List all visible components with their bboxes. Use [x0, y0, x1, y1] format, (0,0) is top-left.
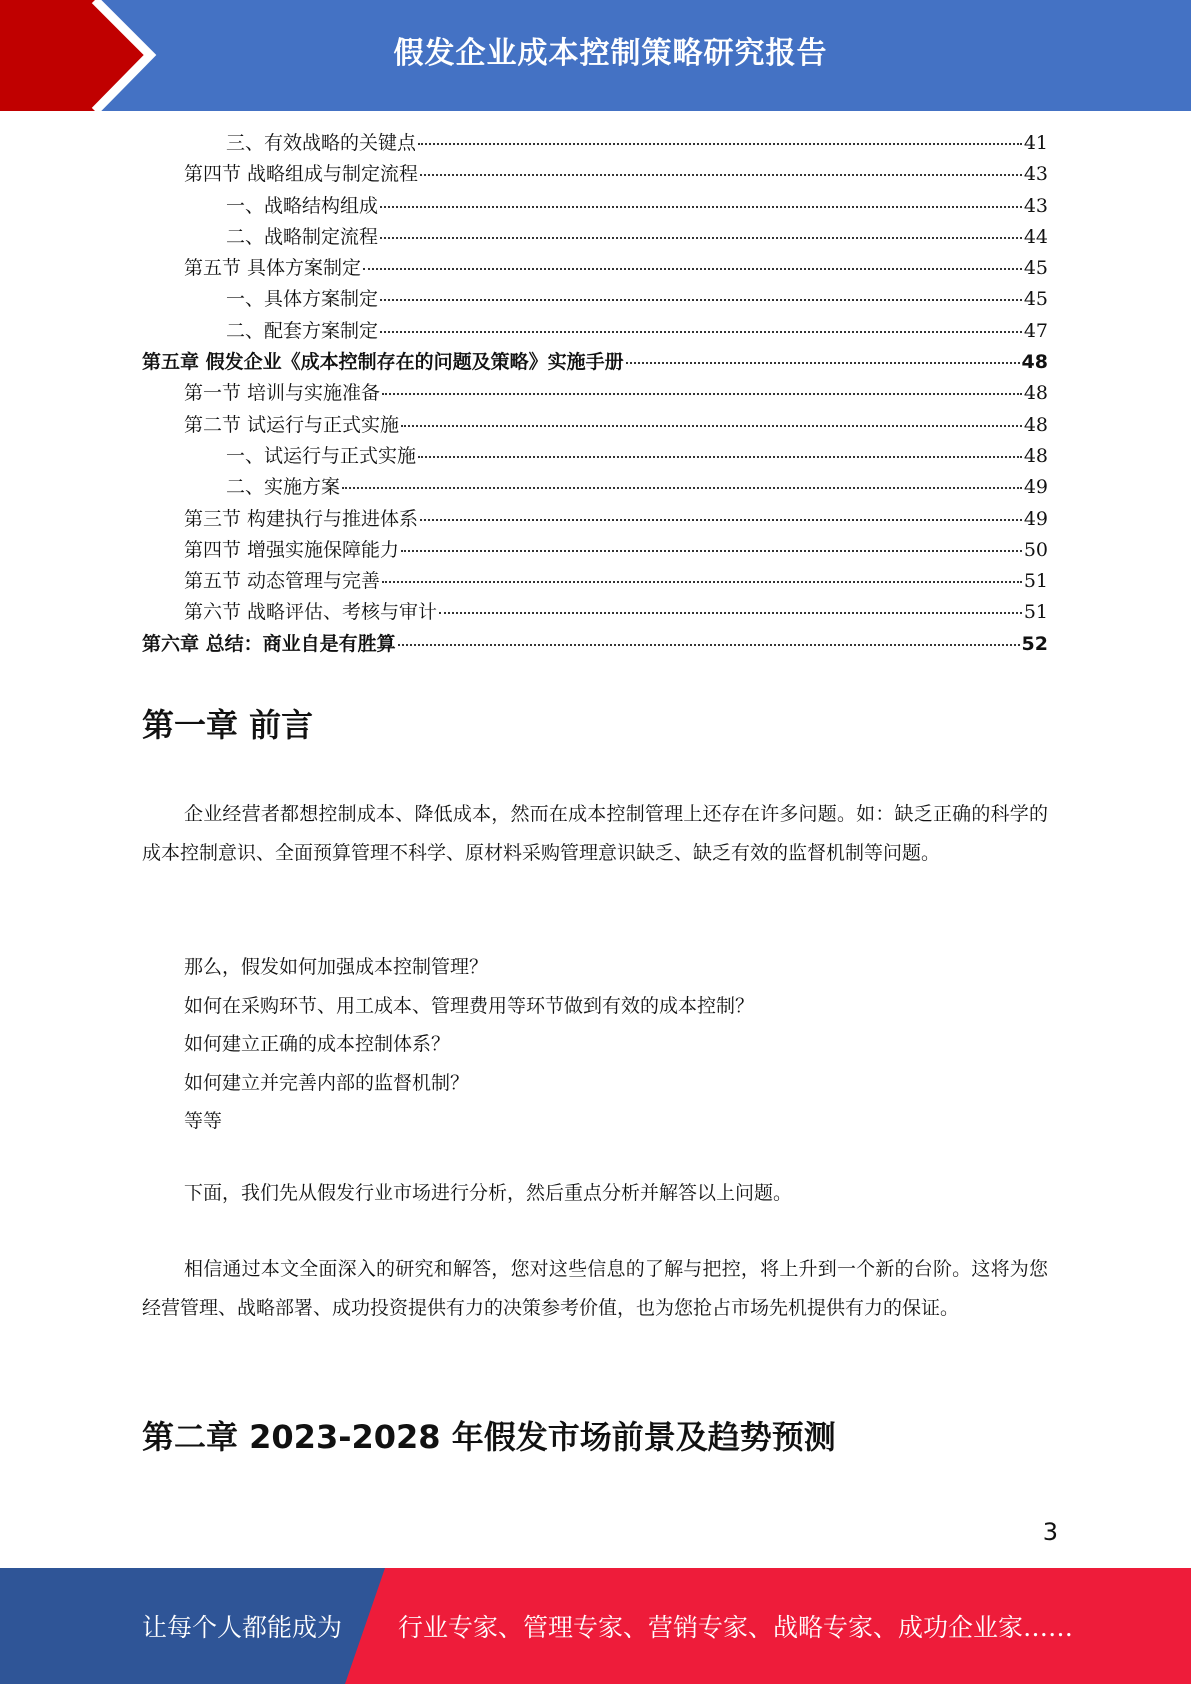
toc-dot-leader: [401, 550, 1022, 552]
toc-entry-page: 43: [1023, 194, 1048, 217]
toc-entry[interactable]: [142, 159, 1048, 190]
toc-dot-leader: [380, 237, 1022, 239]
page-footer: [0, 1568, 1191, 1684]
toc-entry-title: 第三节 构建执行与推进体系: [184, 507, 419, 530]
toc-dot-leader: [382, 393, 1022, 395]
toc-entry-title: 一、试运行与正式实施: [226, 444, 417, 467]
chapter-1-paragraph-2: 下面，我们先从假发行业市场进行分析，然后重点分析并解答以上问题。: [184, 1182, 793, 1204]
toc-entry-title: 第六节 战略评估、考核与审计: [184, 601, 438, 624]
toc-dot-leader: [342, 487, 1022, 489]
toc-dot-leader: [382, 581, 1022, 583]
toc-entry-page: 43: [1023, 163, 1048, 186]
toc-entry[interactable]: [142, 504, 1048, 535]
toc-dot-leader: [401, 425, 1022, 427]
toc-entry-title: 第一节 培训与实施准备: [184, 382, 381, 405]
toc-entry-title: 一、战略结构组成: [226, 194, 379, 217]
footer-slogan-left: 让每个人都能成为: [142, 1613, 343, 1642]
chapter-1-paragraph-3: 相信通过本文全面深入的研究和解答，您对这些信息的了解与把控，将上升到一个新的台阶。这将为您经营管理、战略部署、成功投资提供有力的决策参考价值，也为您抢占市场先机提供有力的保证。: [142, 1258, 1048, 1319]
page-header: [0, 0, 1191, 111]
toc-dot-leader: [380, 299, 1022, 301]
question-item: 那么，假发如何加强成本控制管理？: [184, 956, 489, 978]
chapter-2-heading: 第二章 2023-2028 年假发市场前景及趋势预测: [142, 1418, 836, 1456]
toc-dot-leader: [380, 331, 1022, 333]
toc-entry[interactable]: [142, 535, 1048, 566]
question-item: 如何在采购环节、用工成本、管理费用等环节做到有效的成本控制？: [184, 994, 755, 1017]
toc-dot-leader: [439, 612, 1022, 614]
toc-entry-page: 52: [1021, 632, 1048, 655]
toc-entry-page: 48: [1021, 351, 1048, 374]
toc-entry-page: 44: [1023, 225, 1048, 248]
toc-entry-title: 第五节 具体方案制定: [184, 257, 362, 280]
toc-entry[interactable]: [142, 128, 1048, 159]
toc-dot-leader: [418, 143, 1022, 145]
toc-entry-title: 第五节 动态管理与完善: [184, 570, 381, 593]
toc-entry-page: 51: [1023, 570, 1048, 593]
toc-entry-title: 第五章 假发企业《成本控制存在的问题及策略》实施手册: [142, 351, 624, 374]
chapter-1-heading: 第一章 前言: [142, 706, 314, 744]
toc-entry-title: 第四节 战略组成与制定流程: [184, 163, 419, 186]
toc-entry-page: 45: [1023, 257, 1048, 280]
toc-entry-title: 二、战略制定流程: [226, 225, 379, 248]
toc-dot-leader: [380, 206, 1022, 208]
toc-entry[interactable]: [142, 284, 1048, 315]
footer-slogan-right: 行业专家、管理专家、营销专家、战略专家、成功企业家……: [398, 1613, 1074, 1642]
toc-entry-page: 49: [1023, 476, 1048, 499]
toc-dot-leader: [420, 174, 1022, 176]
toc-entry[interactable]: [142, 191, 1048, 222]
toc-entry[interactable]: [142, 316, 1048, 347]
toc-entry-page: 50: [1023, 538, 1048, 561]
question-item: 如何建立并完善内部的监督机制？: [184, 1071, 470, 1094]
toc-entry[interactable]: [142, 597, 1048, 628]
toc-entry-page: 45: [1023, 288, 1048, 311]
toc-entry[interactable]: [142, 441, 1048, 472]
toc-entry-page: 48: [1023, 413, 1048, 436]
toc-entry-title: 一、具体方案制定: [226, 288, 379, 311]
toc-entry-title: 三、有效战略的关键点: [226, 132, 417, 154]
report-title: 假发企业成本控制策略研究报告: [393, 36, 828, 71]
toc-entry-title: 二、配套方案制定: [226, 319, 379, 342]
toc-dot-leader: [420, 519, 1022, 521]
toc-entry[interactable]: [142, 566, 1048, 597]
toc-entry[interactable]: [142, 629, 1048, 660]
toc-entry-page: 49: [1023, 507, 1048, 530]
toc-entry[interactable]: [142, 253, 1048, 284]
question-item: 如何建立正确的成本控制体系？: [184, 1033, 451, 1055]
toc-entry-page: 51: [1023, 601, 1048, 624]
question-list: [184, 948, 754, 1141]
toc-entry[interactable]: [142, 378, 1048, 409]
toc-entry-page: 48: [1023, 382, 1048, 405]
toc-entry-page: 47: [1023, 319, 1048, 342]
chapter-1-intro-paragraph: 企业经营者都想控制成本、降低成本，然而在成本控制管理上还存在许多问题。如：缺乏正确的科学的成本控制意识、全面预算管理不科学、原材料采购管理意识缺乏、缺乏有效的监督机制等问题。: [142, 803, 1048, 864]
toc-entry-page: 41: [1023, 132, 1048, 154]
toc-entry[interactable]: [142, 347, 1048, 378]
toc-dot-leader: [363, 268, 1022, 270]
toc-entry[interactable]: [142, 472, 1048, 503]
toc-entry-title: 第二节 试运行与正式实施: [184, 413, 400, 436]
toc-entry-title: 第六章 总结：商业自是有胜算: [142, 632, 396, 655]
toc-entry-title: 二、实施方案: [226, 476, 341, 499]
question-item: 等等: [184, 1110, 223, 1132]
toc-entry-title: 第四节 增强实施保障能力: [184, 538, 400, 561]
toc-dot-leader: [418, 456, 1022, 458]
toc-dot-leader: [398, 644, 1020, 646]
toc-dot-leader: [626, 362, 1020, 364]
toc-entry[interactable]: [142, 410, 1048, 441]
page-number: 3: [1042, 1518, 1058, 1546]
table-of-contents: [142, 128, 1048, 660]
toc-entry[interactable]: [142, 222, 1048, 253]
toc-entry-page: 48: [1023, 444, 1048, 467]
